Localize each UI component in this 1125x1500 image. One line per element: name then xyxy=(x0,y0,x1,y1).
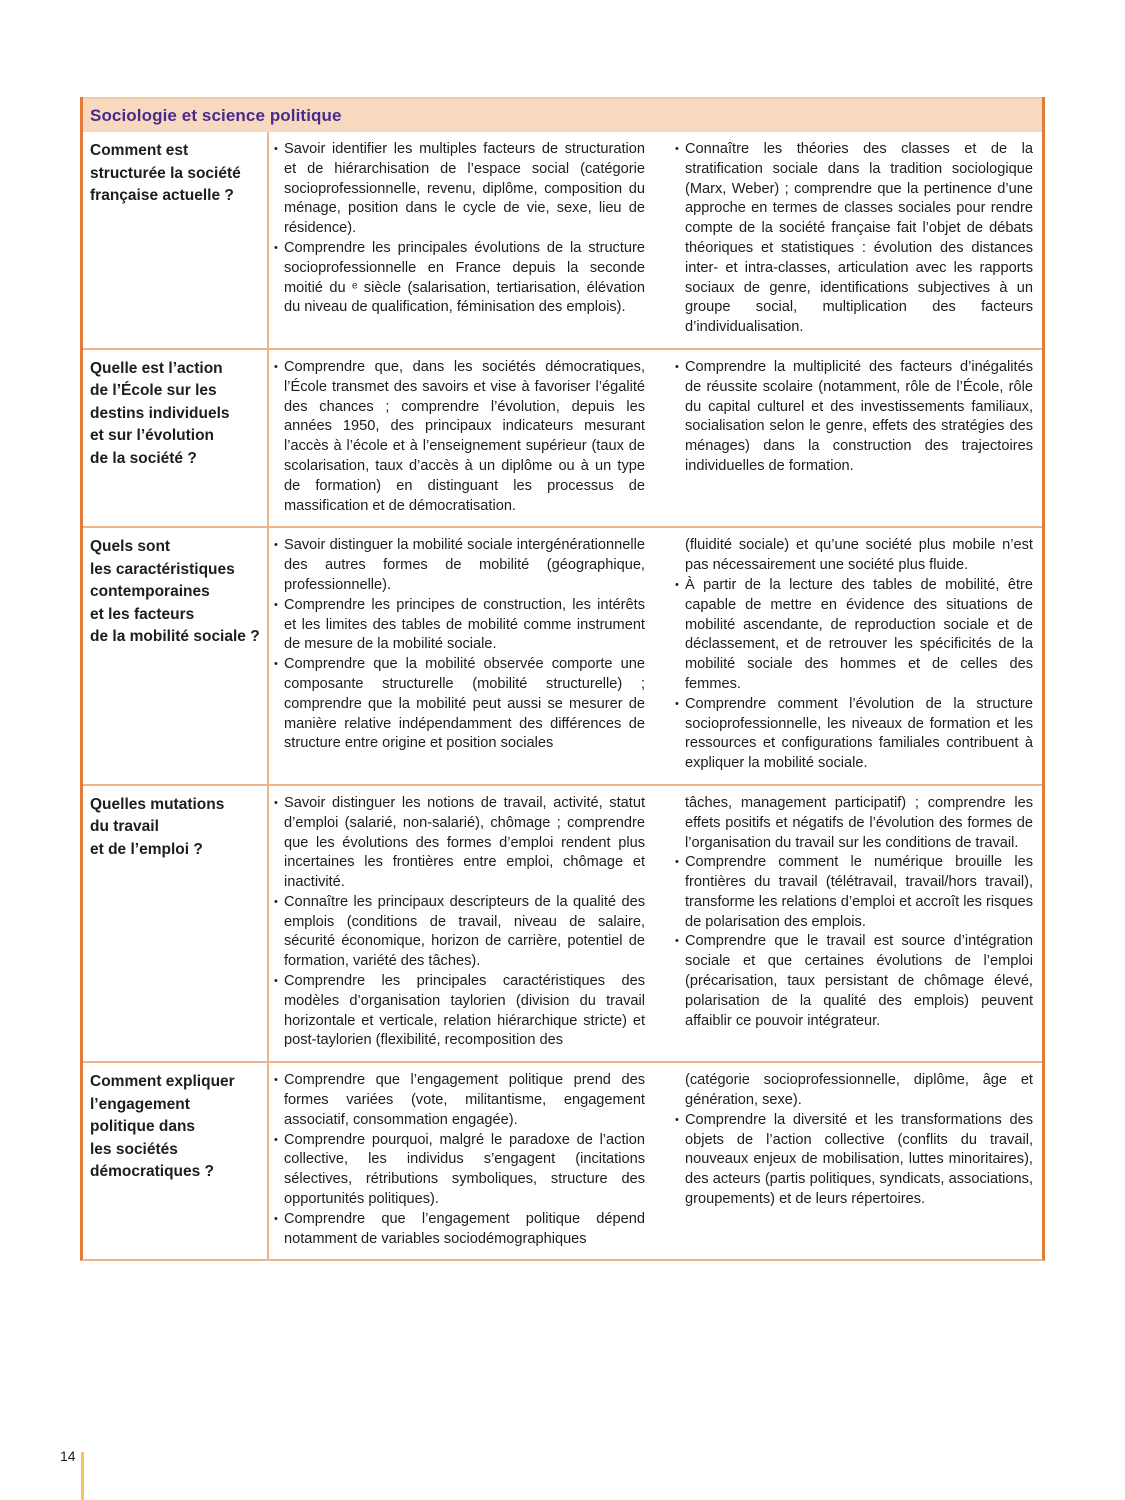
question-line: de l’École sur les xyxy=(90,382,217,400)
bullet-item: • Comprendre les principales caractéristiques des modèles d’organisation taylorien (division du travail horizontale et verticale, relation hiérarchique stricte) et post-taylorien (flexibilité, recomposition des xyxy=(272,972,645,1051)
continued-text: (fluidité sociale) et qu’une société plus mobile n’est pas nécessairement une société plus fluide. xyxy=(685,537,1033,574)
bullet-item: • Comprendre comment le numérique brouille les frontières du travail (télétravail, travail/hors travail), transforme les relations d’emploi et accroît les risques de polarisation des emplois. xyxy=(673,853,1033,932)
question-line: destins individuels xyxy=(90,404,230,422)
question-line: les caractéristiques xyxy=(90,560,235,578)
question-line: Quels sont xyxy=(90,538,171,556)
right-column xyxy=(655,1071,1041,1249)
question-line: et de l’emploi ? xyxy=(90,840,203,858)
bullet-item: • Savoir identifier les multiples facteurs de structuration et de hiérarchisation de l’espace social (catégorie socioprofessionnelle, revenu, diplôme, composition du ménage, position dans le cycle de vie, sexe, lieu de résidence). xyxy=(272,140,645,239)
left-column xyxy=(269,536,655,774)
question-line: démocratiques ? xyxy=(90,1163,215,1181)
question-line: de la mobilité sociale ? xyxy=(90,628,260,646)
bullet-item: • Comprendre la multiplicité des facteurs d’inégalités de réussite scolaire (notamment, rôle de l’École, rôle du capital culturel et des investissements familiaux, socialisation selon le genre, effets des stratégies des ménages) dans la construction des trajectoires individuelles de formation. xyxy=(673,358,1033,477)
bullet-item: • Comprendre que l’engagement politique prend des formes variées (vote, militantisme, engagement associatif, consommation engagée). xyxy=(272,1071,645,1130)
question-cell xyxy=(83,132,269,348)
left-column xyxy=(269,140,655,338)
question-line: Comment est xyxy=(90,142,189,159)
bullet-item: • Comprendre que, dans les sociétés démocratiques, l’École transmet des savoirs et vise à favoriser l’égalité des chances ; comprendre l’évolution, depuis les années 1950, des principaux indicateurs mesurant l’accès à l’école et à l’enseignement supérieur (taux de scolarisation, taux d’accès à un diplôme ou à un type de formation) en distinguant les processus de massification et de démocratisation. xyxy=(272,358,645,516)
question-line: Comment expliquer xyxy=(90,1073,235,1091)
question-line: structurée la société xyxy=(90,164,241,182)
bullet-item: • Comprendre que l’engagement politique dépend notamment de variables sociodémographiques xyxy=(272,1210,645,1250)
question-line: et sur l’évolution xyxy=(90,427,215,445)
bullet-item: • Comprendre que le travail est source d’intégration sociale et que certaines évolutions de l’emploi (précarisation, taux persistant de chômage élevé, polarisation de la qualité des emplois) peuvent affaiblir ce pouvoir intégrateur. xyxy=(673,932,1033,1031)
question-line: l’engagement xyxy=(90,1095,190,1113)
bullet-item: • Savoir distinguer les notions de travail, activité, statut d’emploi (salarié, non-salarié), chômage ; comprendre que les évolutions des formes d’emploi rendent plus incertaines les frontières entre emploi, chômage et inactivité. xyxy=(272,794,645,893)
bullet-item: • À partir de la lecture des tables de mobilité, être capable de mettre en évidence des situations de mobilité ascendante, de reproduction sociale et de déclassement, et de retrouver les spécificités de la mobilité sociale des hommes et de celles des femmes. xyxy=(673,576,1033,695)
right-column xyxy=(655,358,1041,516)
left-column xyxy=(269,794,655,1051)
content-cell xyxy=(269,350,1042,526)
content-cell xyxy=(269,1063,1042,1259)
table-row xyxy=(83,1061,1042,1259)
table-row xyxy=(83,784,1042,1061)
right-column xyxy=(655,536,1041,774)
question-cell xyxy=(83,1063,269,1259)
content-cell xyxy=(269,528,1042,784)
bullet-item: • Comprendre comment l’évolution de la structure socioprofessionnelle, les niveaux de formation et les ressources et configurations familiales contribuent à expliquer la mobilité sociale. xyxy=(673,695,1033,774)
page-accent-bar xyxy=(81,1452,84,1500)
page-number: 14 xyxy=(60,1448,76,1464)
question-line: Quelles mutations xyxy=(90,795,225,813)
content-cell xyxy=(269,132,1042,348)
question-cell xyxy=(83,350,269,526)
bullet-item: • Comprendre les principales évolutions de la structure socioprofessionnelle en France depuis la seconde moitié du ᵉ siècle (salarisation, tertiarisation, élévation du niveau de qualification, féminisation des emplois). xyxy=(272,239,645,318)
content-cell xyxy=(269,786,1042,1061)
table-row xyxy=(83,348,1042,526)
question-line: contemporaines xyxy=(90,583,210,601)
left-column xyxy=(269,1071,655,1249)
table-body xyxy=(83,132,1042,1259)
left-column xyxy=(269,358,655,516)
bullet-item: • Savoir distinguer la mobilité sociale intergénérationnelle des autres formes de mobilité (géographique, professionnelle). xyxy=(272,536,645,595)
section-title: Sociologie et science politique xyxy=(90,105,342,125)
question-cell xyxy=(83,786,269,1061)
question-line: et les facteurs xyxy=(90,605,195,623)
bullet-item: • Connaître les théories des classes et de la stratification sociale dans la tradition sociologique (Marx, Weber) ; comprendre que la pertinence d’une approche en termes de classes sociales pour rendre compte de la société française fait l’objet de débats théoriques et statistiques : évolution des distances inter- et intra-classes, articulation avec les rapports sociaux de genre, identifications subjectives à un groupe social, multiplication des facteurs d’individualisation. xyxy=(673,140,1033,338)
table-row xyxy=(83,526,1042,784)
question-line: les sociétés xyxy=(90,1140,178,1158)
bullet-item: • Comprendre que la mobilité observée comporte une composante structurelle (mobilité structurelle) ; comprendre que la mobilité peut aussi se mesurer de manière relative indépendamment des différences de structure entre origine et position sociales xyxy=(272,655,645,754)
section-header xyxy=(83,97,1042,132)
question-line: politique dans xyxy=(90,1118,196,1136)
right-column xyxy=(655,140,1041,338)
question-line: Quelle est l’action xyxy=(90,359,223,377)
question-cell xyxy=(83,528,269,784)
table-row xyxy=(83,132,1042,348)
question-line: de la société ? xyxy=(90,449,197,467)
bullet-item: • Comprendre les principes de construction, les intérêts et les limites des tables de mobilité comme instrument de mesure de la mobilité sociale. xyxy=(272,596,645,655)
bullet-item: • Comprendre pourquoi, malgré le paradoxe de l’action collective, les individus s’engagent (incitations sélectives, rétributions symboliques, structure des opportunités politiques). xyxy=(272,1131,645,1210)
question-line: française actuelle ? xyxy=(90,187,234,204)
bullet-item: • Connaître les principaux descripteurs de la qualité des emplois (conditions de travail, niveau de salaire, sécurité économique, horizon de carrière, potentiel de formation, variété des tâches). xyxy=(272,893,645,972)
continued-text: (catégorie socioprofessionnelle, diplôme, âge et génération, sexe). xyxy=(685,1072,1033,1109)
right-column xyxy=(655,794,1041,1051)
program-table xyxy=(80,97,1045,1261)
bullet-item: • Comprendre la diversité et les transformations des objets de l’action collective (conflits du travail, nouveaux enjeux de mobilisation, luttes minoritaires), des acteurs (partis politiques, syndicats, associations, groupements) et de leurs répertoires. xyxy=(673,1111,1033,1210)
continued-text: tâches, management participatif) ; comprendre les effets positifs et négatifs de l’évolution des formes de l’organisation du travail sur les conditions de travail. xyxy=(685,794,1033,851)
question-line: du travail xyxy=(90,818,159,836)
